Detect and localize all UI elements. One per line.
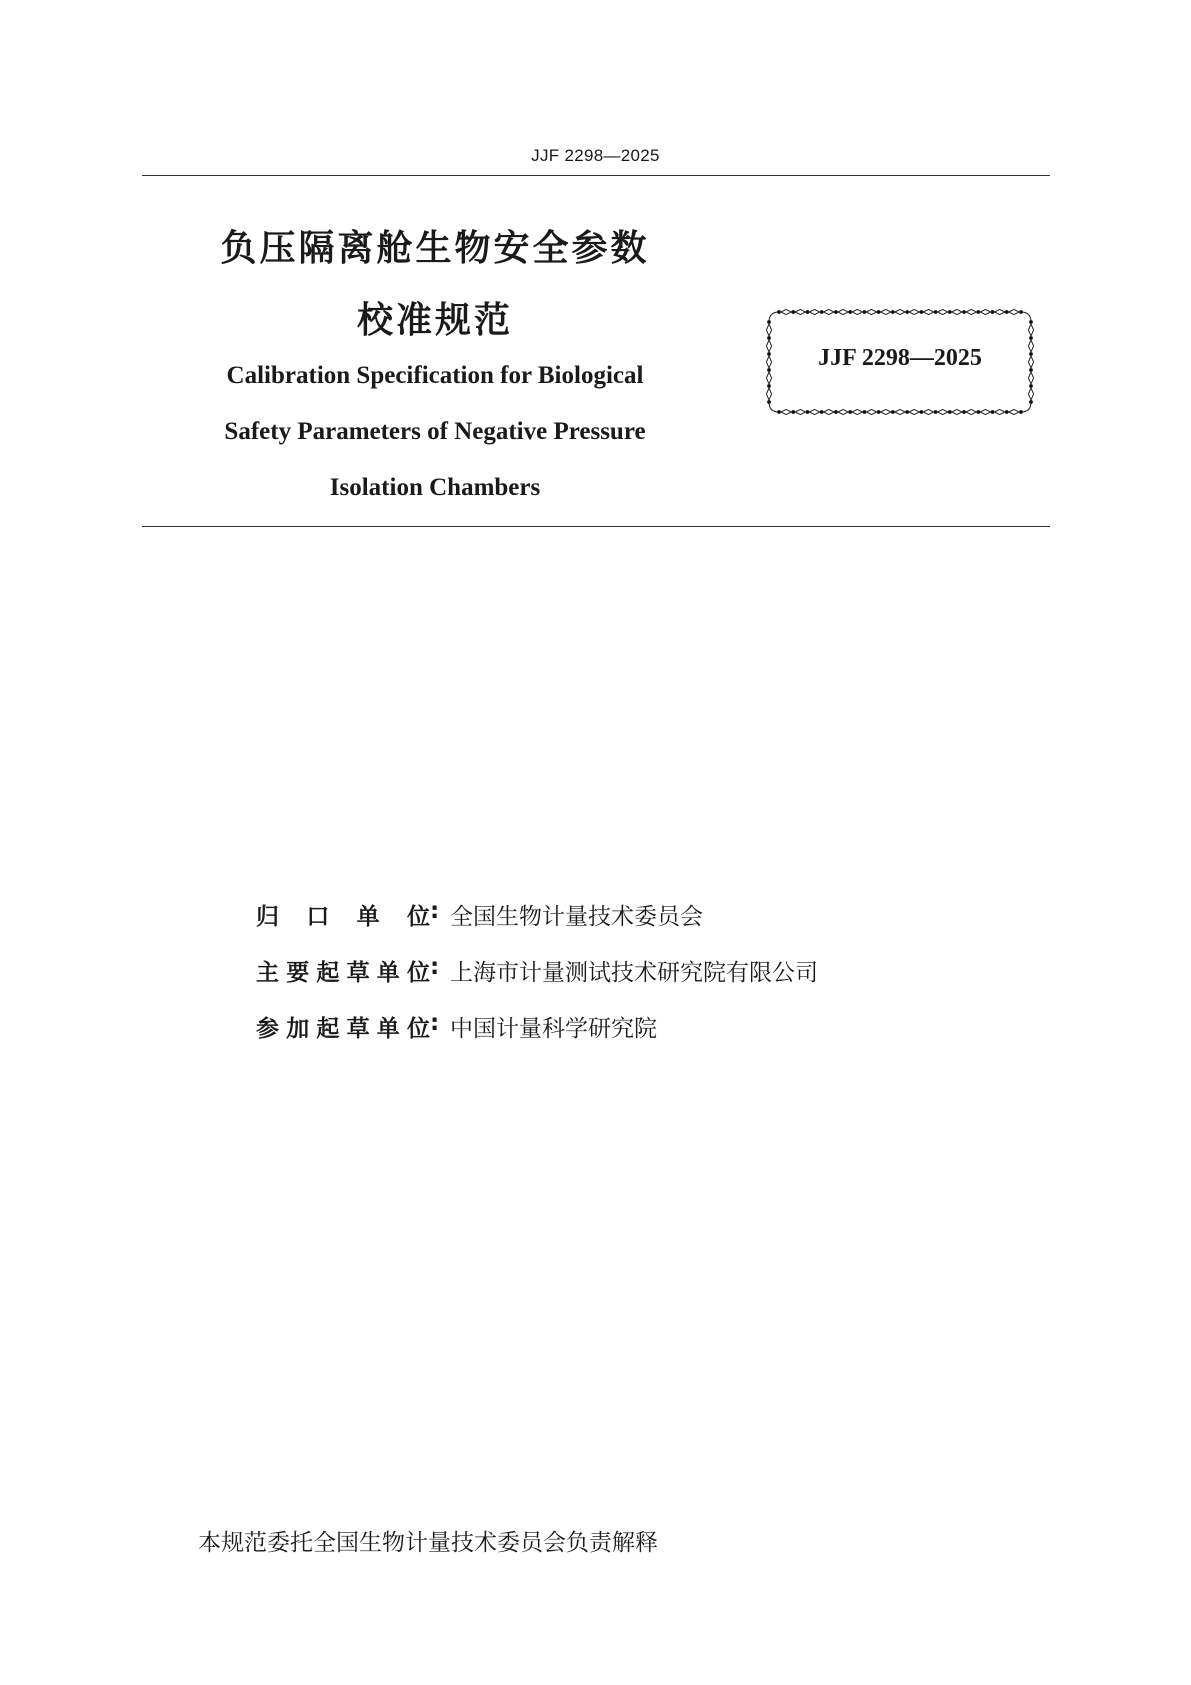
border-diamond: [795, 409, 805, 414]
header-code: JJF 2298—2025: [531, 146, 660, 165]
border-diamond: [881, 309, 891, 314]
border-dot: [948, 410, 952, 414]
border-dot: [919, 410, 923, 414]
border-diamond: [852, 309, 862, 314]
border-diamond: [1028, 372, 1033, 384]
title-en-line2: Safety Parameters of Negative Pressure: [224, 418, 646, 445]
info-colon: :: [430, 1010, 440, 1036]
border-corner: [769, 312, 779, 322]
border-dot: [991, 310, 995, 314]
border-diamond: [1009, 409, 1019, 414]
border-dot: [791, 410, 795, 414]
border-diamond: [838, 309, 848, 314]
bottom-rule: [142, 526, 1050, 527]
border-dot: [1029, 320, 1033, 324]
border-dot: [948, 310, 952, 314]
border-dot: [1029, 400, 1033, 404]
border-dot: [962, 410, 966, 414]
border-diamond: [966, 309, 976, 314]
standard-code-text: JJF 2298—2025: [818, 345, 982, 371]
info-row-responsible-unit: [256, 898, 703, 931]
border-diamond: [1028, 324, 1033, 336]
border-dot: [905, 410, 909, 414]
border-dot: [891, 310, 895, 314]
border-dot: [767, 400, 771, 404]
border-diamond: [881, 409, 891, 414]
border-dot: [863, 410, 867, 414]
border-corner: [1021, 402, 1031, 412]
border-diamond: [980, 409, 990, 414]
border-dot: [1019, 310, 1023, 314]
border-diamond: [909, 309, 919, 314]
border-diamond: [923, 409, 933, 414]
border-diamond: [995, 309, 1005, 314]
border-diamond: [781, 409, 791, 414]
border-dot: [834, 410, 838, 414]
border-diamond: [895, 309, 905, 314]
border-diamond: [852, 409, 862, 414]
border-corner: [1021, 312, 1031, 322]
border-diamond: [766, 372, 771, 384]
border-diamond: [923, 309, 933, 314]
border-diamond: [795, 309, 805, 314]
info-row-participating-drafting-unit: [256, 1010, 657, 1043]
border-dot: [934, 410, 938, 414]
border-dot: [877, 410, 881, 414]
border-diamond: [781, 309, 791, 314]
border-diamond: [809, 309, 819, 314]
title-en-line3: Isolation Chambers: [329, 474, 541, 501]
border-dot: [976, 410, 980, 414]
info-label: 归口单位: [256, 904, 430, 930]
border-dot: [877, 310, 881, 314]
border-diamond: [938, 309, 948, 314]
border-diamond: [952, 409, 962, 414]
border-dot: [962, 310, 966, 314]
footer-note: 本规范委托全国生物计量技术委员会负责解释: [198, 1530, 658, 1556]
border-dot: [834, 310, 838, 314]
title-en-line1: Calibration Specification for Biological: [226, 362, 644, 389]
border-dot: [848, 310, 852, 314]
info-colon: :: [430, 898, 440, 924]
info-value: 中国计量科学研究院: [450, 1016, 657, 1042]
border-diamond: [995, 409, 1005, 414]
border-dot: [919, 310, 923, 314]
border-diamond: [809, 409, 819, 414]
border-dot: [767, 336, 771, 340]
border-diamond: [966, 409, 976, 414]
border-diamond: [824, 309, 834, 314]
border-dot: [891, 410, 895, 414]
standard-code-box: [763, 306, 1037, 418]
border-diamond: [1028, 388, 1033, 400]
border-dot: [1029, 336, 1033, 340]
border-diamond: [909, 409, 919, 414]
border-diamond: [866, 309, 876, 314]
border-corner: [769, 402, 779, 412]
border-diamond: [938, 409, 948, 414]
border-dot: [806, 410, 810, 414]
border-dot: [1005, 310, 1009, 314]
border-dot: [767, 384, 771, 388]
border-dot: [820, 310, 824, 314]
border-dot: [863, 310, 867, 314]
border-dot: [1029, 384, 1033, 388]
top-rule: [142, 175, 1050, 176]
border-diamond: [766, 388, 771, 400]
border-diamond: [824, 409, 834, 414]
border-diamond: [838, 409, 848, 414]
border-dot: [848, 410, 852, 414]
title-cn-line1: 负压隔离舱生物安全参数: [220, 228, 650, 269]
border-dot: [791, 310, 795, 314]
border-dot: [1005, 410, 1009, 414]
title-cn-line2: 校准规范: [356, 300, 513, 341]
border-dot: [767, 320, 771, 324]
border-diamond: [952, 309, 962, 314]
border-diamond: [866, 409, 876, 414]
border-dot: [991, 410, 995, 414]
border-dot: [806, 310, 810, 314]
border-dot: [905, 310, 909, 314]
info-row-main-drafting-unit: [256, 954, 818, 987]
border-diamond: [766, 324, 771, 336]
info-value: 上海市计量测试技术研究院有限公司: [450, 960, 818, 986]
border-dot: [777, 310, 781, 314]
info-label: 参加起草单位: [256, 1016, 430, 1042]
border-diamond: [1009, 309, 1019, 314]
info-colon: :: [430, 954, 440, 980]
info-value: 全国生物计量技术委员会: [450, 904, 703, 930]
border-dot: [934, 310, 938, 314]
border-dot: [1019, 410, 1023, 414]
border-dot: [777, 410, 781, 414]
info-label: 主要起草单位: [256, 960, 430, 986]
border-diamond: [895, 409, 905, 414]
border-diamond: [980, 309, 990, 314]
border-dot: [976, 310, 980, 314]
border-dot: [820, 410, 824, 414]
